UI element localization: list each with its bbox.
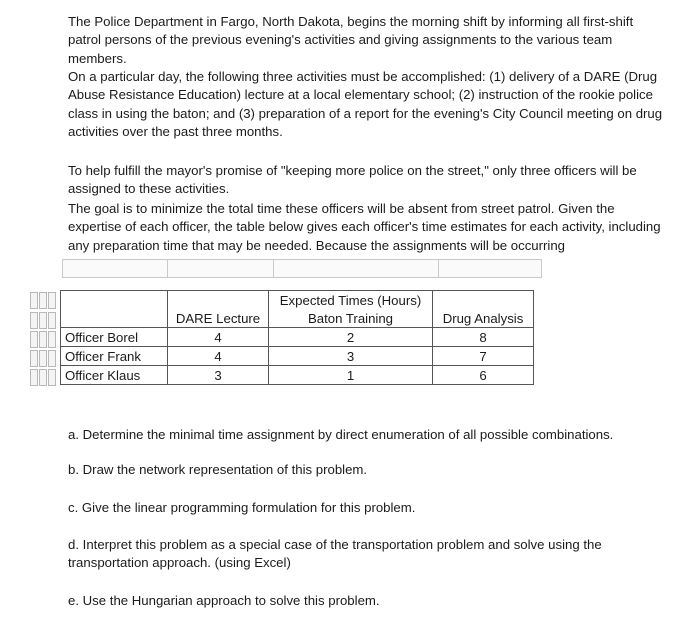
column-header: Baton Training	[269, 309, 433, 328]
question-d: d. Interpret this problem as a special case of the transportation problem and solve using the transportation approach. (using Excel)	[68, 537, 602, 570]
time-cell: 3	[269, 347, 433, 366]
officer-name: Officer Frank	[61, 347, 168, 366]
mayor-paragraph: To help fulfill the mayor's promise of "keeping more police on the street," only three officers will be assigned to these activities.	[68, 163, 637, 197]
time-cell: 6	[433, 366, 534, 385]
column-header: Drug Analysis	[433, 309, 534, 328]
time-cell: 1	[269, 366, 433, 385]
row-gutter-marker	[30, 369, 57, 386]
intro-paragraph: The Police Department in Fargo, North Dakota, begins the morning shift by informing all first-shift patrol persons of the previous evening's activities and giving assignments to the various team members.	[68, 14, 634, 66]
row-gutter-marker	[30, 350, 57, 367]
goal-paragraph: The goal is to minimize the total time these officers will be absent from street patrol. Given the expertise of each officer, the table below gives each officer's time estimates for each activity, including any preparation time that may be needed. Because the assignments will be occurring	[68, 201, 661, 253]
group-header: Expected Times (Hours)	[269, 291, 433, 310]
table-row	[61, 366, 534, 385]
question-b: b. Draw the network representation of this problem.	[68, 462, 368, 477]
row-gutter-marker	[30, 292, 57, 309]
expected-times-table	[60, 290, 534, 385]
time-cell: 2	[269, 328, 433, 347]
time-cell: 3	[168, 366, 269, 385]
question-c: c. Give the linear programming formulation for this problem.	[68, 500, 416, 515]
time-cell: 4	[168, 328, 269, 347]
activities-paragraph: On a particular day, the following three activities must be accomplished: (1) delivery of a DARE (Drug Abuse Resistance Education) lecture at a local elementary school; (2) instruction of the rookie police class in using the baton; and (3) preparation of a report for the evening's City Council meeting on drug activities over the past three months.	[68, 69, 663, 139]
table-row	[61, 328, 534, 347]
cutoff-strip	[62, 259, 542, 278]
column-header: DARE Lecture	[168, 309, 269, 328]
question-e: e. Use the Hungarian approach to solve this problem.	[68, 593, 380, 608]
row-gutter-marker	[30, 331, 57, 348]
time-cell: 4	[168, 347, 269, 366]
table-header-row	[61, 291, 534, 310]
table-header-row	[61, 309, 534, 328]
question-a: a. Determine the minimal time assignment by direct enumeration of all possible combinations.	[68, 427, 614, 442]
officer-name: Officer Klaus	[61, 366, 168, 385]
time-cell: 7	[433, 347, 534, 366]
row-gutter-marker	[30, 312, 57, 329]
time-cell: 8	[433, 328, 534, 347]
table-row	[61, 347, 534, 366]
officer-name: Officer Borel	[61, 328, 168, 347]
